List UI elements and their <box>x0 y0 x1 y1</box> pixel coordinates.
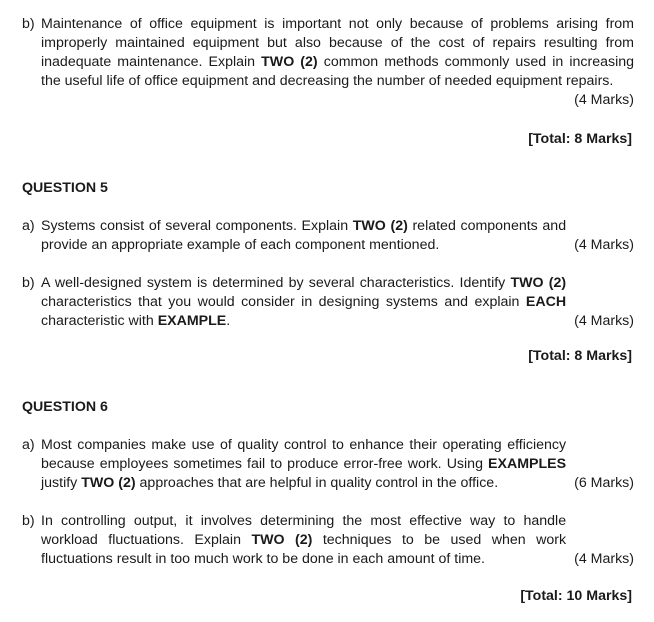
q5-b-text: (4 Marks) A well-designed system is determined by several characteristics. Identify TWO (2) characteristics that you would consider in designing systems and explain EACH characteristic with EXAMPLE. <box>41 275 634 329</box>
q4-b-marks: (4 Marks) <box>574 92 634 108</box>
q5-a-label: a) <box>22 218 35 234</box>
q4-part-b <box>22 15 634 110</box>
q6-part-a <box>22 436 634 493</box>
q5-part-b <box>22 274 634 331</box>
q4-total: [Total: 8 Marks] <box>528 131 632 147</box>
q6-b-text: (4 Marks) In controlling output, it involves determining the most effective way to handle workload fluctuations. Explain TWO (2) techniques to be used when work fluctuations result in too much work to be done in each amount of time. <box>41 513 634 567</box>
q6-a-text: (6 Marks) Most companies make use of quality control to enhance their operating efficiency because employees sometimes fail to produce error-free work. Using EXAMPLES justify TWO (2) approaches that are helpful in quality control in the office. <box>41 437 634 491</box>
q6-b-label: b) <box>22 513 35 529</box>
q6-total: [Total: 10 Marks] <box>520 588 632 604</box>
q4-b-label: b) <box>22 16 35 32</box>
q5-a-marks: (4 Marks) <box>574 237 634 253</box>
q5-total: [Total: 8 Marks] <box>528 348 632 364</box>
q6-a-marks: (6 Marks) <box>574 475 634 491</box>
q5-b-label: b) <box>22 275 35 291</box>
q6-a-label: a) <box>22 437 35 453</box>
q5-part-a <box>22 217 634 255</box>
q6-b-marks: (4 Marks) <box>574 551 634 567</box>
q5-heading: QUESTION 5 <box>22 180 108 196</box>
q6-heading: QUESTION 6 <box>22 399 108 415</box>
q5-b-marks: (4 Marks) <box>574 313 634 329</box>
q6-part-b <box>22 512 634 569</box>
q4-b-text: Maintenance of office equipment is important not only because of problems arising from improperly maintained equipment but also because of the cost of repairs resulting from inadequate maintenance. Explain TWO (2) common methods commonly used in increasing the useful life of office equipment and decreasing the number of needed equipment repairs. <box>41 16 635 89</box>
q5-a-text: (4 Marks) Systems consist of several components. Explain TWO (2) related components and provide an appropriate example of each component mentioned. <box>41 218 634 253</box>
